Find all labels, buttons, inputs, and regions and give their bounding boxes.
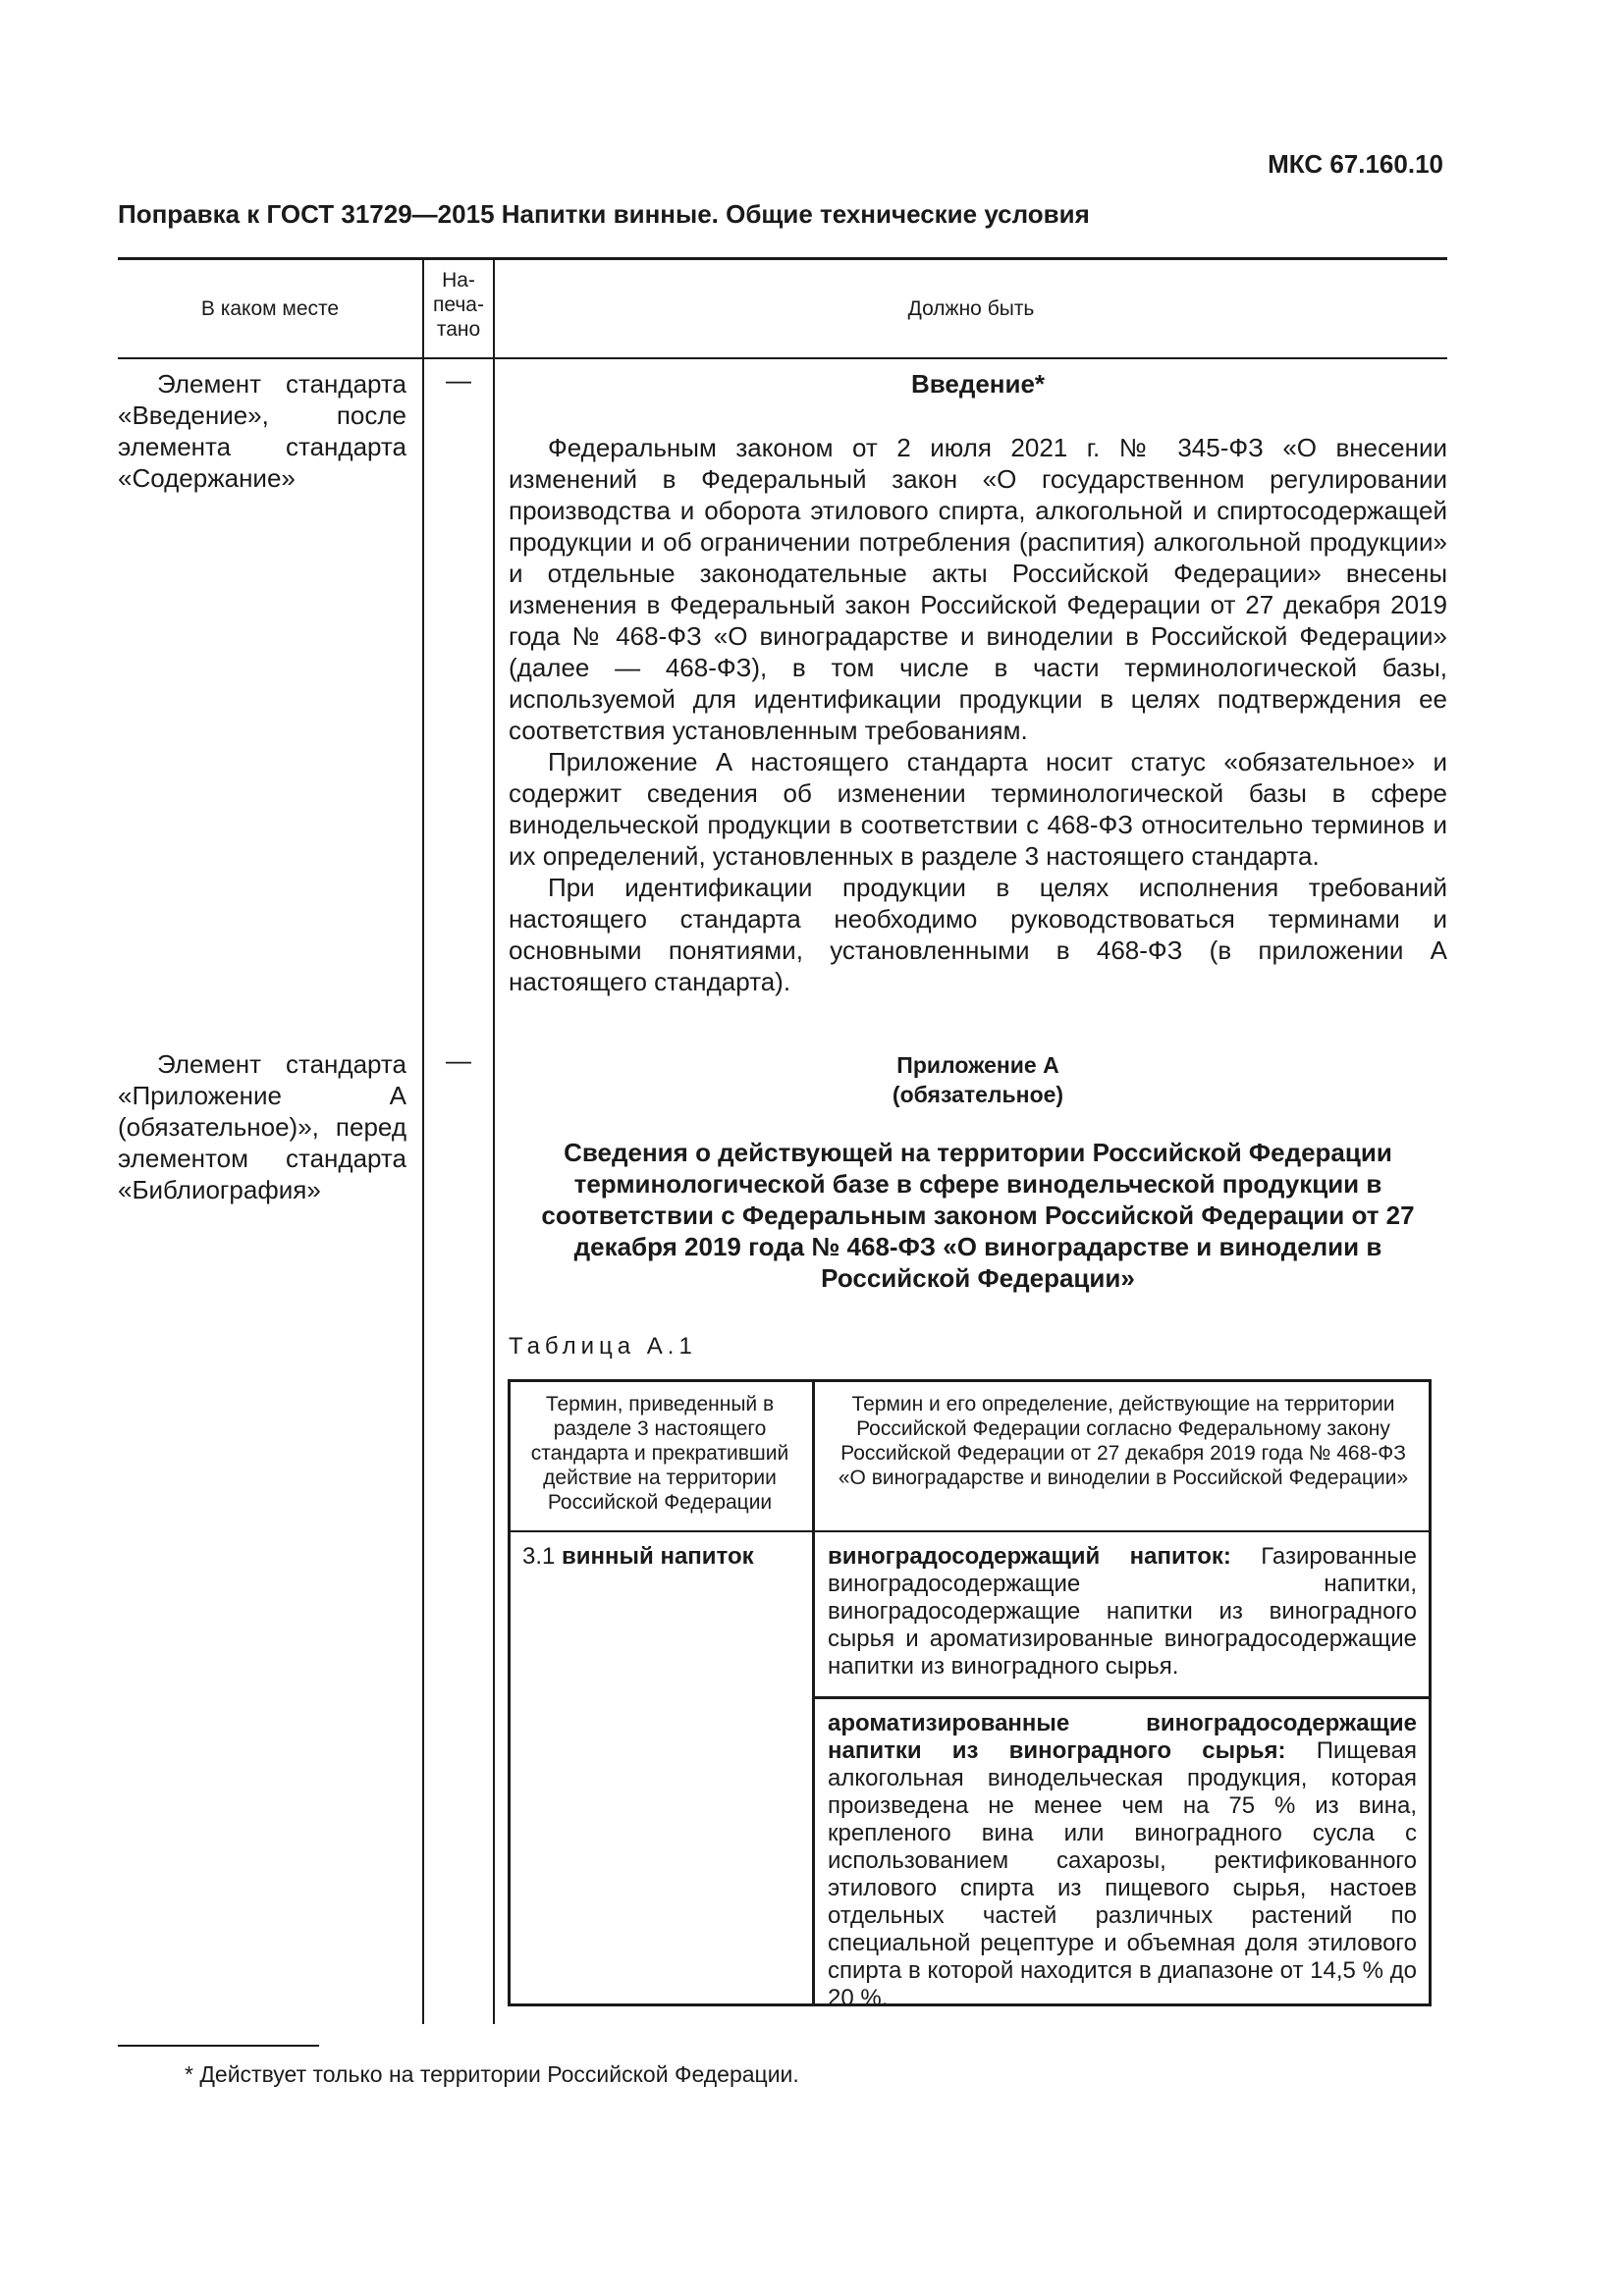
- row2-where-text: Элемент стандарта «Приложение А (обязательное)», перед элементом стандарта «Библиография»: [118, 1049, 406, 1204]
- row1-where-text: Элемент стандарта «Введение», после элемента стандарта «Содержание»: [118, 369, 406, 493]
- header-printed: [424, 268, 493, 342]
- table-a1-header-left: Термин, приведенный в разделе 3 настоящего стандарта и прекративший действие на территории Российской Федерации: [530, 1393, 789, 1514]
- row2-where: [118, 1048, 406, 1205]
- introduction-heading: Введение*: [910, 369, 1046, 399]
- definition-2-term: ароматизированные виноградосодержащие напитки из виноградного сырья:: [828, 1710, 1417, 1764]
- introduction-body: [509, 432, 1447, 997]
- appendix-status: (обязательное): [892, 1082, 1064, 1107]
- appendix-heading: Сведения о действующей на территории Российской Федерации терминологической базе в сфере винодельческой продукции в соответствии с Федеральным законом Российской Федерации от 27 декабря 2019 года № 468-ФЗ «О виноградарстве и виноделии в Российской Федерации»: [541, 1138, 1415, 1293]
- header-printed-line-1: На-: [442, 269, 475, 292]
- table-a1-definition-rule: [812, 1696, 1432, 1699]
- introduction-paragraph: Федеральным законом от 2 июля 2021 г. № 345-ФЗ «О внесении изменений в Федеральный закон «О государственном регулировании производства и оборота этилового спирта, алкогольной и спиртосодержащей продукции и об ограничении потребления (распития) алкогольной продукции» и отдельные законодательные акты Российской Федерации» внесены изменения в Федеральный закон Российской Федерации от 27 декабря 2019 года № 468-ФЗ «О виноградарстве и виноделии в Российской Федерации» (далее — 468-ФЗ), в том числе в части терминологической базы, используемой для идентификации продукции в целях подтверждения ее соответствия установленным требованиям.: [509, 433, 1447, 745]
- footnote: * Действует только на территории Российской Федерации.: [185, 2061, 799, 2087]
- table-a1-old-term: [522, 1543, 802, 1571]
- row1-where: [118, 368, 406, 494]
- column-divider-1: [422, 257, 424, 2024]
- header-bottom-border: [118, 357, 1447, 359]
- page-title: Поправка к ГОСТ 31729—2015 Напитки винные. Общие технические условия: [118, 199, 1090, 229]
- header-where: В каком месте: [200, 297, 340, 320]
- definition-1-text: Газированные виноградосодержащие напитки, виноградосодержащие напитки из виноградного сырья и ароматизированные виноградосодержащие напитки из виноградного сырья.: [828, 1543, 1418, 1680]
- row2-printed: —: [446, 1045, 471, 1075]
- header-printed-line-3: тано: [436, 318, 481, 341]
- term-name: винный напиток: [562, 1543, 754, 1570]
- footnote-rule: [118, 2045, 319, 2047]
- appendix-title: Приложение А: [896, 1052, 1059, 1078]
- introduction-paragraph: При идентификации продукции в целях исполнения требований настоящего стандарта необходимо руководствоваться терминами и основными понятиями, установленными в 468-ФЗ (в приложении А настоящего стандарта).: [509, 873, 1447, 996]
- classification-code: МКС 67.160.10: [1268, 149, 1443, 179]
- table-a1-header-right: Термин и его определение, действующие на территории Российской Федерации согласно Федеральному закону Российской Федерации от 27 декабря 2019 года № 468-ФЗ «О виноградарстве и виноделии в Российской Федерации»: [838, 1393, 1409, 1489]
- header-printed-line-2: печа-: [433, 294, 484, 316]
- table-caption: Таблица А.1: [509, 1333, 697, 1360]
- term-number: 3.1: [522, 1543, 556, 1570]
- table-a1-col-divider: [812, 1379, 815, 2006]
- column-divider-2: [493, 257, 495, 2024]
- introduction-paragraph: Приложение А настоящего стандарта носит статус «обязательное» и содержит сведения об изменении терминологической базы в сфере винодельческой продукции в соответствии с 468-ФЗ относительно терминов и их определений, установленных в разделе 3 настоящего стандарта.: [509, 747, 1447, 871]
- table-a1-header-rule: [508, 1530, 1432, 1532]
- table-top-border: [118, 257, 1447, 260]
- definition-2: [828, 1710, 1417, 2012]
- definition-1-term: виноградосодержащий напиток:: [828, 1543, 1231, 1570]
- definition-2-text: Пищевая алкогольная винодельческая продукция, которая произведена не менее чем на 75 % из вина, крепленого вина или виноградного сусла с использованием сахарозы, ректификованного этилового спирта из пищевого сырья, настоев отдельных частей различных растений по специальной рецептуре и объемная доля этилового спирта в которой находится в диапазоне от 14,5 % до 20 %.: [828, 1737, 1417, 2011]
- header-should-be: Должно быть: [907, 297, 1035, 320]
- definition-1: [828, 1543, 1417, 1681]
- row1-printed: —: [446, 365, 471, 395]
